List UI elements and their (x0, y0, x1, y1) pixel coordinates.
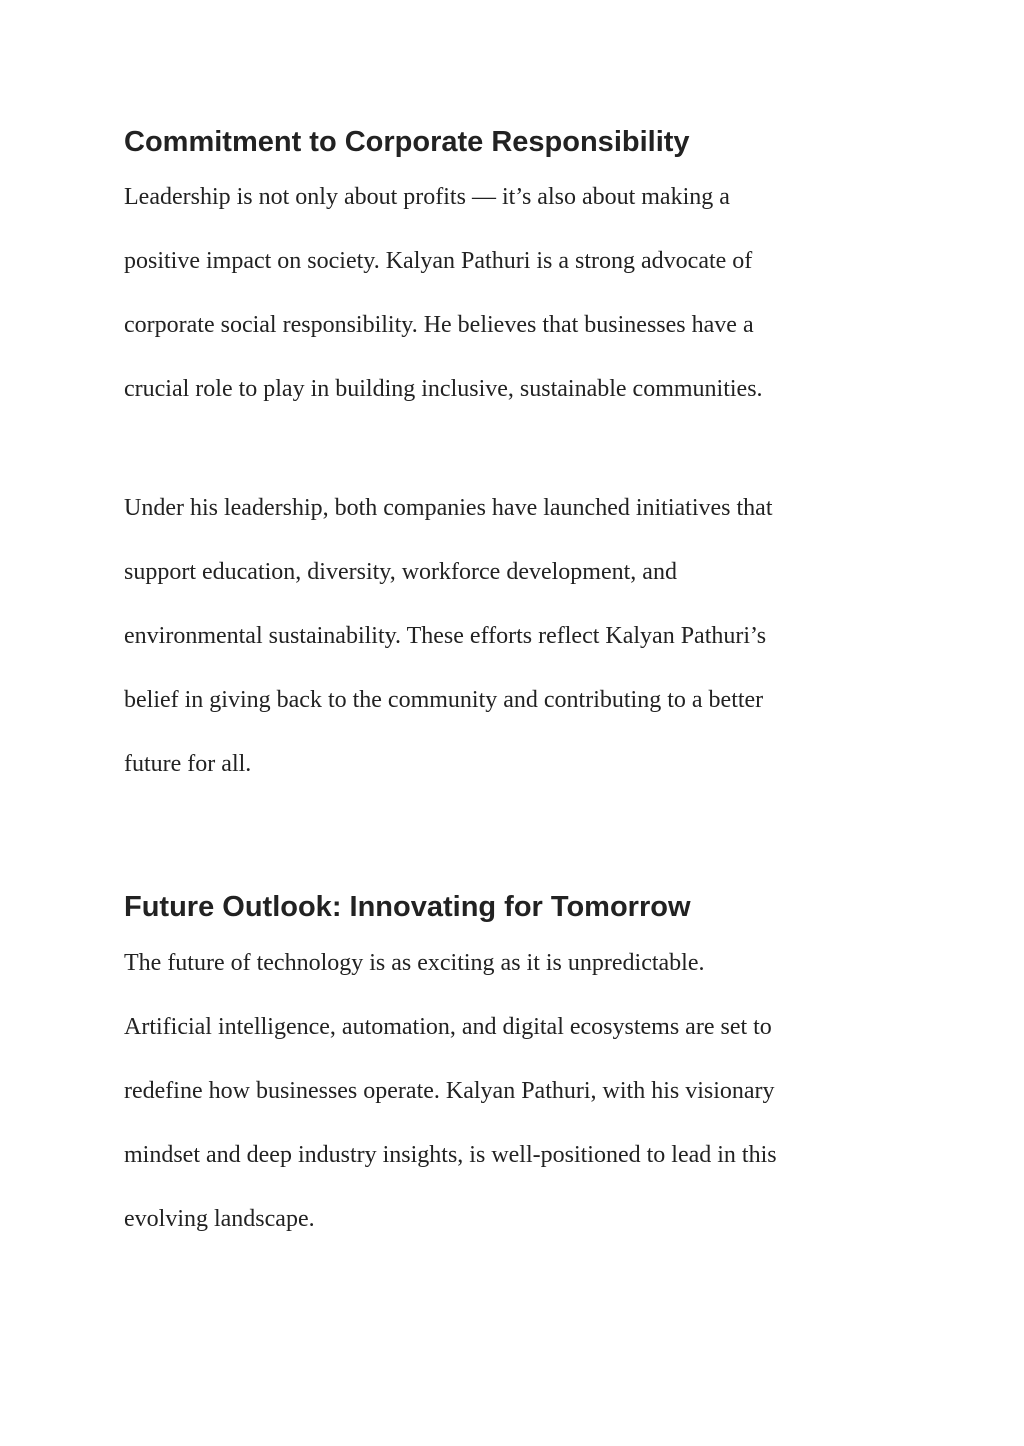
paragraph-line: support education, diversity, workforce development, and (124, 559, 677, 585)
paragraph-line: crucial role to play in building inclusive, sustainable communities. (124, 376, 763, 402)
paragraph-line: Leadership is not only about profits — it’s also about making a (124, 184, 730, 210)
paragraph-line: Under his leadership, both companies have launched initiatives that (124, 495, 773, 521)
paragraph-line: future for all. (124, 751, 252, 777)
paragraph-line: redefine how businesses operate. Kalyan Pathuri, with his visionary (124, 1078, 775, 1104)
paragraph-line: mindset and deep industry insights, is well-positioned to lead in this (124, 1142, 777, 1168)
paragraph-line: positive impact on society. Kalyan Pathuri is a strong advocate of (124, 248, 753, 274)
section-heading: Commitment to Corporate Responsibility (124, 126, 690, 158)
paragraph-line: evolving landscape. (124, 1206, 315, 1232)
paragraph-line: belief in giving back to the community and contributing to a better (124, 687, 764, 713)
paragraph-line: Artificial intelligence, automation, and digital ecosystems are set to (124, 1014, 772, 1040)
paragraph-line: The future of technology is as exciting as it is unpredictable. (124, 950, 705, 976)
paragraph-line: environmental sustainability. These efforts reflect Kalyan Pathuri’s (124, 623, 767, 649)
paragraph-line: corporate social responsibility. He believes that businesses have a (124, 312, 754, 338)
section-heading: Future Outlook: Innovating for Tomorrow (124, 891, 691, 923)
